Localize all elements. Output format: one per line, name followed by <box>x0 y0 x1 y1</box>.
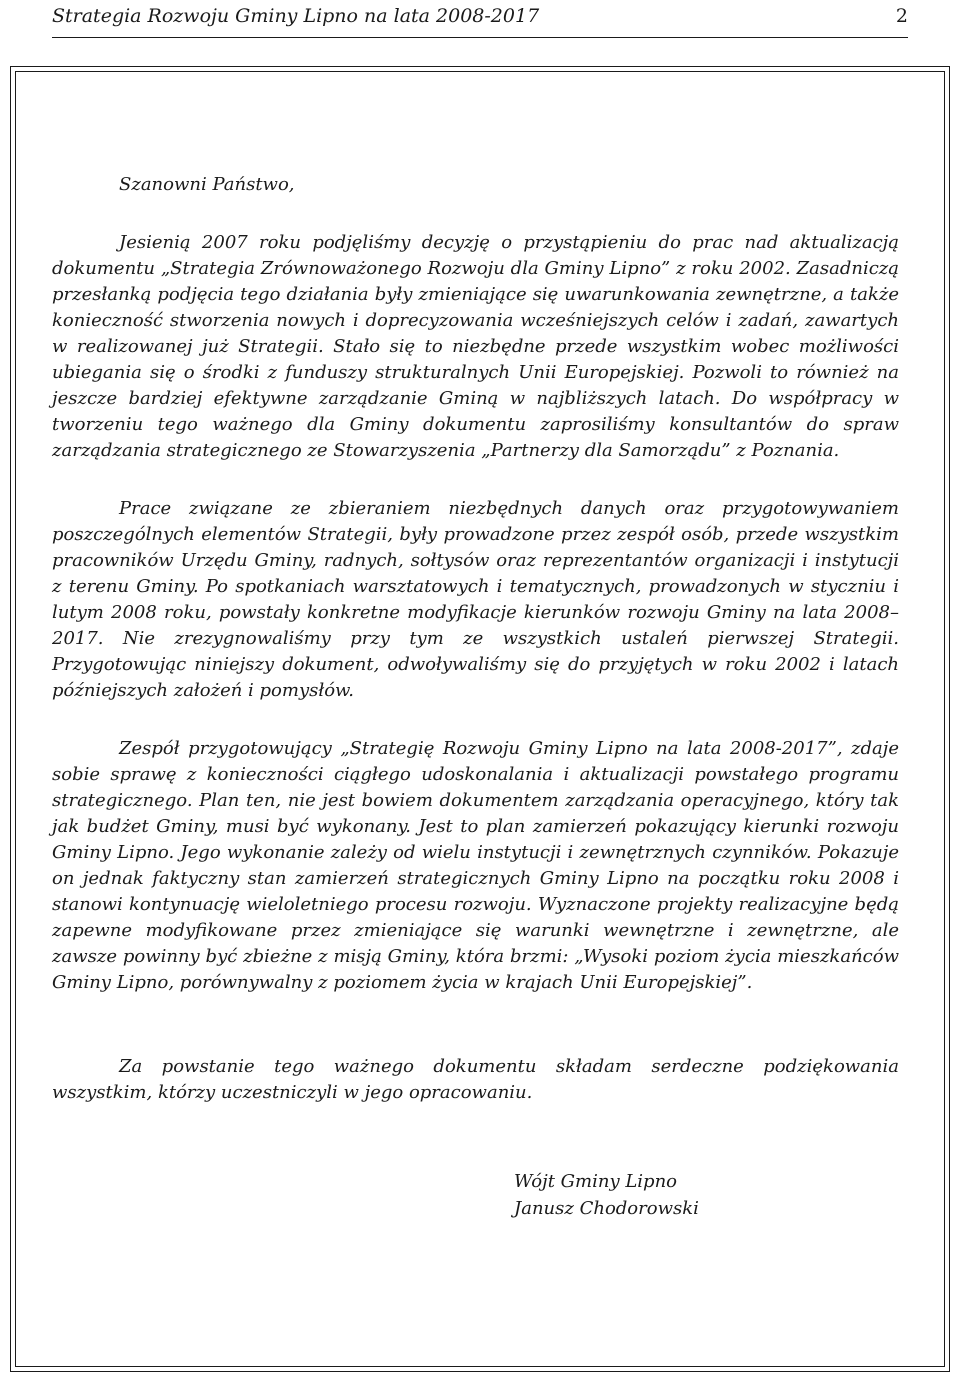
letter-paragraph-1: Jesienią 2007 roku podjęliśmy decyzję o przystąpieniu do prac nad aktualizacją dokumentu „Strategia Zrównoważonego Rozwoju dla Gminy Lipno” z roku 2002. Zasadniczą przesłanką podjęcia tego działania były zmieniające się uwarunkowania zewnętrzne, a także konieczność stworzenia nowych i doprecyzowania wcześniejszych celów i zadań, zawartych w realizowanej już Strategii. Stało się to niezbędne przede wszystkim wobec możliwości ubiegania się o środki z funduszy strukturalnych Unii Europejskiej. Pozwoli to również na jeszcze bardziej efektywne zarządzanie Gminą w najbliższych latach. Do współpracy w tworzeniu tego ważnego dla Gminy dokumentu zaprosiliśmy konsultantów do spraw zarządzania strategicznego ze Stowarzyszenia „Partnerzy dla Samorządu” z Poznania. <box>52 232 899 461</box>
page-number: 2 <box>895 5 908 27</box>
page-header <box>52 2 908 32</box>
signature-name: Janusz Chodorowski <box>514 1198 699 1219</box>
letter-thanks: Za powstanie tego ważnego dokumentu składam serdeczne podziękowania wszystkim, którzy uczestniczyli w jego opracowaniu. <box>52 1056 899 1103</box>
document-title: Strategia Rozwoju Gminy Lipno na lata 2008-2017 <box>52 5 540 27</box>
letter-paragraph-2: Prace związane ze zbieraniem niezbędnych danych oraz przygotowywaniem poszczególnych elementów Strategii, były prowadzone przez zespół osób, przede wszystkim pracowników Urzędu Gminy, radnych, sołtysów oraz reprezentantów organizacji i instytucji z terenu Gminy. Po spotkaniach warsztatowych i tematycznych, prowadzonych w styczniu i lutym 2008 roku, powstały konkretne modyfikacje kierunków rozwoju Gminy na lata 2008–2017. Nie zrezygnowaliśmy przy tym ze wszystkich ustaleń pierwszej Strategii. Przygotowując niniejszy dokument, odwoływaliśmy się do przyjętych w roku 2002 i latach późniejszych założeń i pomysłów. <box>52 498 899 701</box>
signature-block <box>514 1168 899 1222</box>
header-divider <box>52 37 908 38</box>
signature-role: Wójt Gminy Lipno <box>514 1171 678 1192</box>
letter-paragraph-3: Zespół przygotowujący „Strategię Rozwoju Gminy Lipno na lata 2008-2017”, zdaje sobie sprawę z konieczności ciągłego udoskonalania i aktualizacji powstałego programu strategicznego. Plan ten, nie jest bowiem dokumentem zarządzania operacyjnego, który tak jak budżet Gminy, musi być wykonany. Jest to plan zamierzeń pokazujący kierunki rozwoju Gminy Lipno. Jego wykonanie zależy od wielu instytucji i zewnętrznych czynników. Pokazuje on jednak faktyczny stan zamierzeń strategicznych Gminy Lipno na początku roku 2008 i stanowi kontynuację wieloletniego procesu rozwoju. Wyznaczone projekty realizacyjne będą zapewne modyfikowane przez zmieniające się warunki wewnętrzne i zewnętrzne, ale zawsze powinny być zbieżne z misją Gminy, która brzmi: „Wysoki poziom życia mieszkańców Gminy Lipno, porównywalny z poziomem życia w krajach Unii Europejskiej”. <box>52 738 899 993</box>
letter-greeting: Szanowni Państwo, <box>119 174 295 195</box>
letter-body <box>52 172 899 1222</box>
